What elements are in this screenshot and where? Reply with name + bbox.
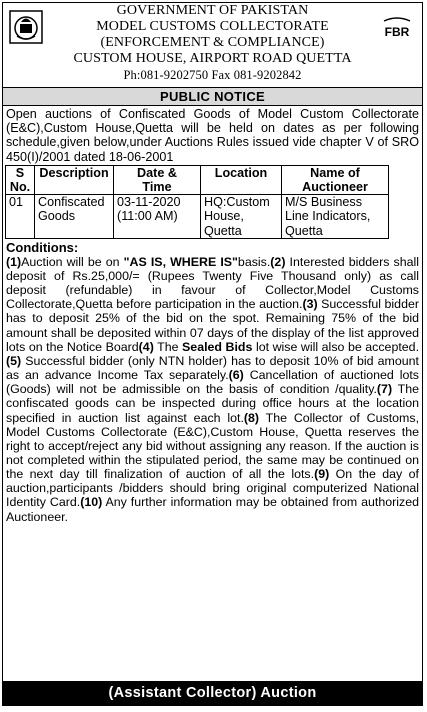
header-sno: S No.	[6, 165, 35, 194]
header-division: (ENFORCEMENT & COMPLIANCE)	[100, 35, 325, 50]
notice-title: PUBLIC NOTICE	[3, 87, 422, 106]
cell-sno: 01	[6, 195, 35, 239]
fbr-logo-text: FBR	[384, 25, 410, 39]
cell-date-time: 03-11-2020 (11:00 AM)	[114, 195, 201, 239]
header-auctioneer: Name of Auctioneer	[282, 165, 389, 194]
table-row	[6, 195, 389, 239]
header-phone-fax: Ph:081-9202750 Fax 081-9202842	[123, 68, 302, 82]
government-emblem-icon	[9, 10, 43, 44]
header-address: CUSTOM HOUSE, AIRPORT ROAD QUETTA	[73, 51, 352, 66]
header-collectorate: MODEL CUSTOMS COLLECTORATE	[96, 19, 329, 34]
notice-header	[3, 3, 422, 87]
cell-location: HQ:Custom House, Quetta	[201, 195, 282, 239]
header-description: Description	[35, 165, 114, 194]
conditions-heading: Conditions:	[6, 239, 79, 255]
auction-schedule-table	[5, 165, 389, 239]
table-header-row	[6, 165, 389, 194]
cell-description: Confiscated Goods	[35, 195, 114, 239]
conditions-text: (1)Auction will be on "AS IS, WHERE IS"basis.(2) Interested bidders shall deposit of Rs.25,000/= (Rupees Twenty Five Thousand only) as call deposit (refundable) in favour of Collector,Model Customs Collectorate,Quetta before participation in the auction.(3) Successful bidder has to deposit 25% of the bid on the spot. Remaining 75% of the bid amount shall be deposited within 07 days of the display of the list approved lots on the Notice Board(4) The Sealed Bids lot wise will also be accepted.(5) Successful bidder (only NTN holder) has to deposit 10% of bid amount as an advance Income Tax separately.(6) Cancellation of auctioned lots (Goods) will not be admissible on the basis of condition /quality.(7) The confiscated goods can be inspected during office hours at the location specified in auction list against each lot.(8) The Collector of Customs, Model Customs Collectorate (E&C),Custom House, Quetta reserves the right to accept/reject any bid without assigning any reason. If the auction is not completed within the stipulated period, the same may be continued on the next day till finalization of auction of all the lots.(9) On the day of auction,participants /bidders should bring original computerized National Identity Card.(10) Any further information may be obtained from authorized Auctioneer.	[6, 254, 420, 524]
header-government: GOVERNMENT OF PAKISTAN	[116, 3, 309, 18]
intro-paragraph: Open auctions of Confiscated Goods of Model Custom Collectorate (E&C),Custom House,Quetta will be held on dates as per following schedule,given below,under Auctions Rules issued vide chapter V of SRO 450(I)/2001 dated 18-06-2001	[6, 107, 419, 164]
footer-signatory: (Assistant Collector) Auction	[3, 681, 422, 705]
fbr-logo-icon	[380, 15, 414, 43]
header-location: Location	[201, 165, 282, 194]
header-date-time: Date & Time	[114, 165, 201, 194]
public-notice-page	[2, 2, 423, 706]
cell-auctioneer: M/S Business Line Indicators, Quetta	[282, 195, 389, 239]
